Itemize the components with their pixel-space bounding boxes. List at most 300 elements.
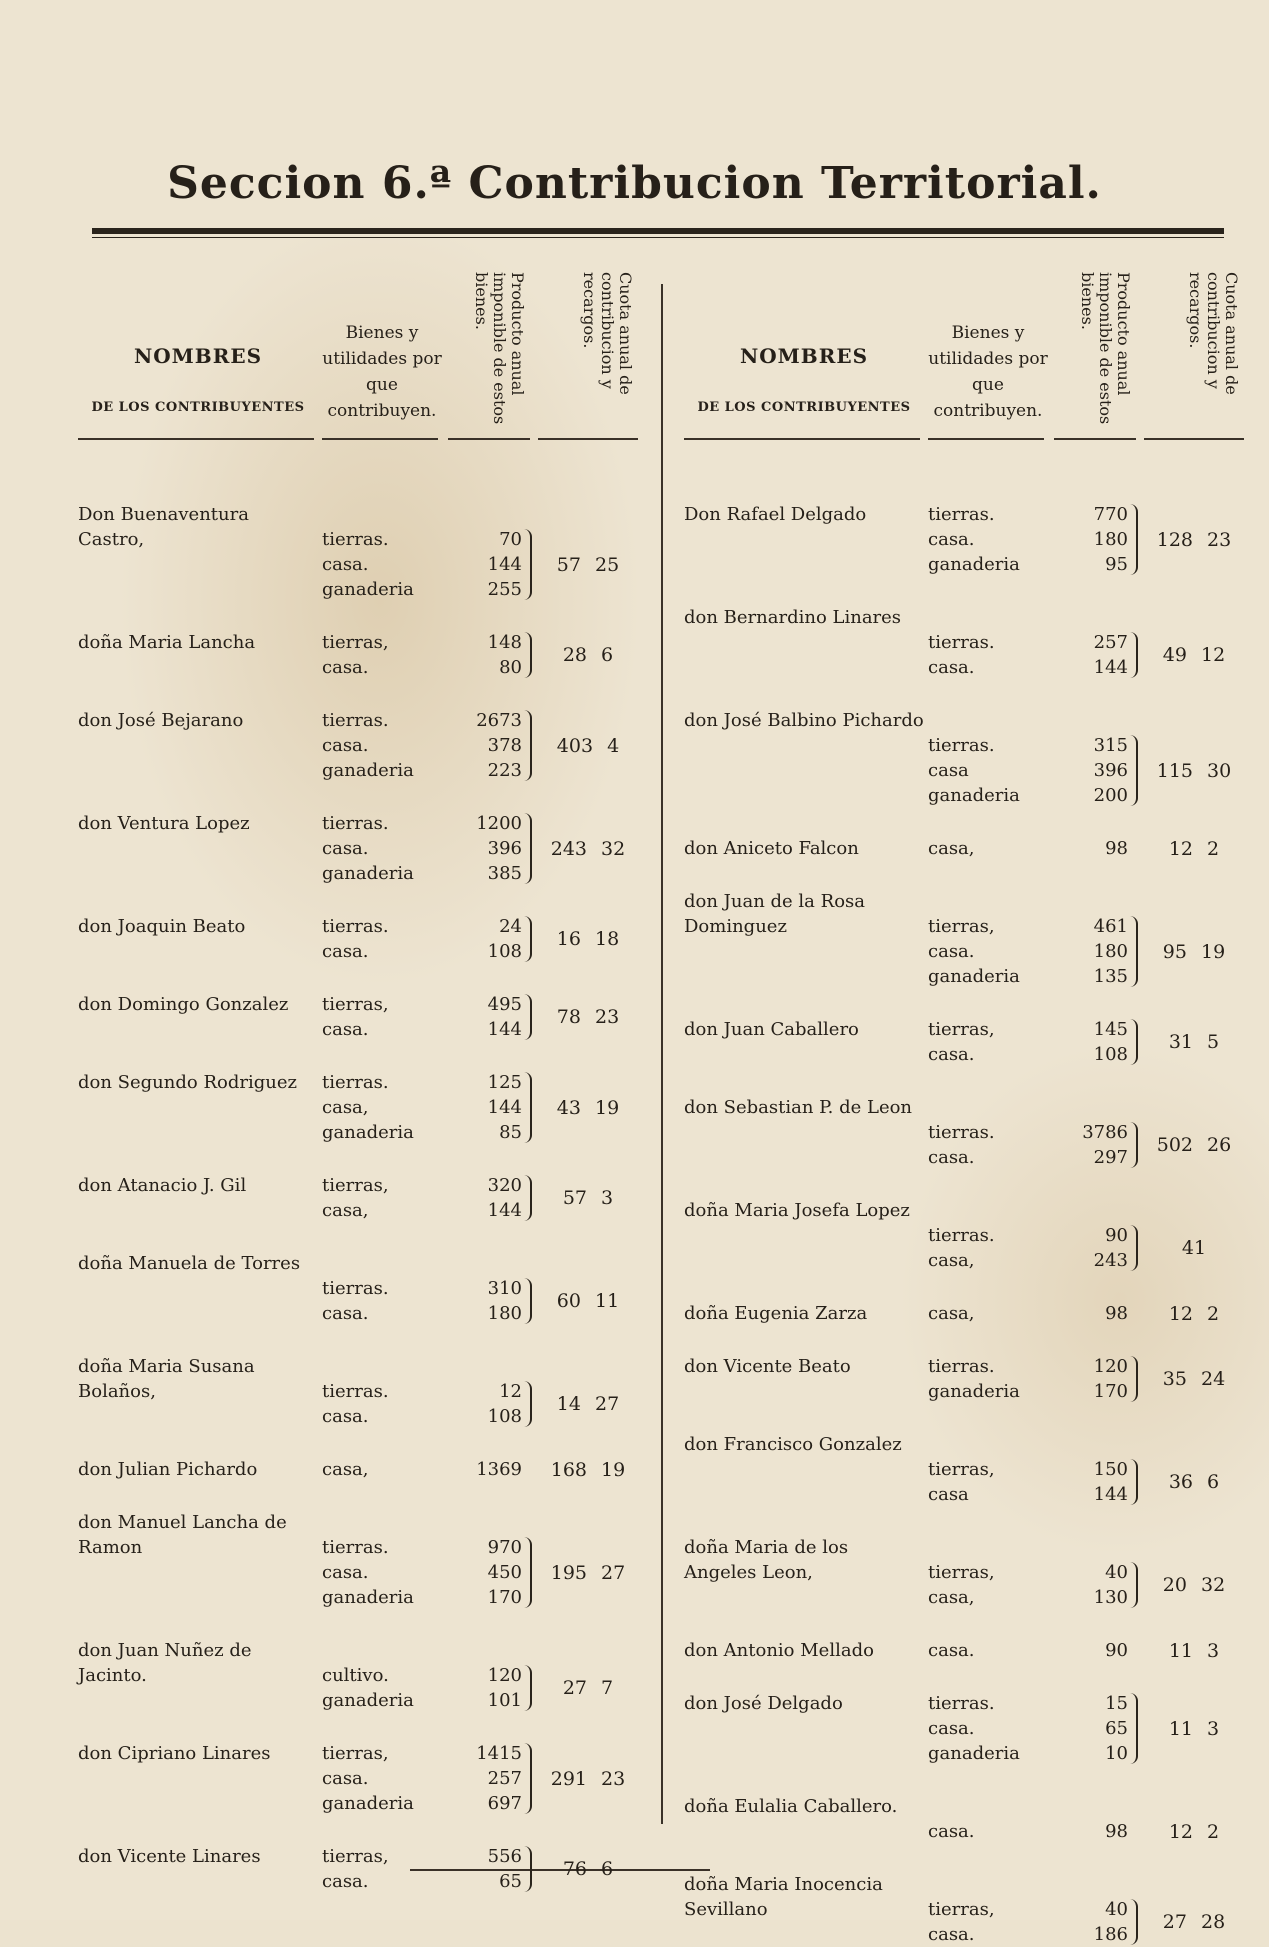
annual-product-values	[450, 992, 522, 1042]
property-list	[322, 708, 448, 783]
annual-product-values	[450, 1276, 522, 1326]
annual-product-values	[1056, 1354, 1128, 1404]
annual-quota: 41	[1181, 1237, 1207, 1259]
property-type: casa,	[322, 1459, 369, 1480]
property-list	[322, 630, 448, 680]
property-list	[928, 1638, 1054, 1663]
annual-product-value: 385	[487, 863, 522, 884]
property-list	[322, 1173, 448, 1223]
annual-product-values	[450, 1844, 522, 1894]
annual-product-values	[1056, 1819, 1128, 1844]
property-type: cultivo.	[322, 1665, 389, 1686]
annual-product-values	[450, 708, 522, 783]
annual-product-value: 120	[1093, 1356, 1128, 1377]
brace	[1130, 1459, 1138, 1505]
contributor-name: don Atanacio J. Gil	[78, 1175, 247, 1196]
property-type: tierras,	[928, 1019, 995, 1040]
property-type: ganaderia	[322, 1793, 414, 1814]
contributor-entry	[78, 811, 668, 886]
header-underline	[928, 438, 1044, 440]
contributor-name: don Vicente Beato	[684, 1356, 851, 1377]
contributor-name: don Joaquin Beato	[78, 916, 246, 937]
annual-product-value: 98	[1105, 1303, 1128, 1324]
brace	[524, 1278, 532, 1324]
property-type: tierras.	[928, 735, 995, 756]
brace	[1130, 1693, 1138, 1764]
brace	[1130, 1019, 1138, 1065]
annual-product-value: 257	[487, 1768, 522, 1789]
contributor-entry	[78, 1173, 668, 1223]
property-list	[928, 1354, 1054, 1404]
property-type: casa.	[322, 554, 369, 575]
annual-product-values	[1056, 1457, 1128, 1507]
annual-product-value: 396	[487, 838, 522, 859]
annual-product-value: 85	[499, 1122, 522, 1143]
annual-product-value: 95	[1105, 554, 1128, 575]
contributor-name: doña Maria Josefa Lopez	[684, 1200, 910, 1221]
annual-product-values	[1056, 630, 1128, 680]
property-list	[322, 1457, 448, 1482]
header-cuota: Cuota anual de contribucion y recargos.	[1186, 272, 1241, 395]
annual-product-value: 556	[487, 1846, 522, 1867]
contributor-entry	[78, 992, 668, 1042]
property-type: tierras.	[322, 1072, 389, 1093]
annual-product-value: 461	[1093, 916, 1128, 937]
annual-product-value: 315	[1093, 735, 1128, 756]
annual-product-value: 144	[487, 1200, 522, 1221]
header-underline	[684, 438, 920, 440]
header-bienes: Bienes y utilidades por que contribuyen.	[322, 323, 442, 421]
contributor-name: don Juan Nuñez de Jacinto.	[78, 1640, 252, 1686]
annual-product-value: 180	[487, 1303, 522, 1324]
contributor-entry	[684, 1354, 1269, 1404]
contributor-entry	[78, 1070, 668, 1145]
property-type: casa.	[928, 657, 975, 678]
contributor-name: don Domingo Gonzalez	[78, 994, 289, 1015]
annual-product-value: 24	[499, 916, 522, 937]
contributor-entry	[684, 1691, 1269, 1766]
contributor-entry	[684, 889, 1269, 989]
property-type: ganaderia	[322, 579, 414, 600]
annual-product-value: 1200	[476, 813, 522, 834]
property-type: ganaderia	[322, 760, 414, 781]
property-type: tierras.	[928, 632, 995, 653]
annual-product-value: 130	[1093, 1587, 1128, 1608]
contributor-name: don Juan de la Rosa Dominguez	[684, 891, 865, 937]
contributor-name: don Sebastian P. de Leon	[684, 1097, 913, 1118]
annual-product-values	[450, 1663, 522, 1713]
property-type: tierras.	[928, 1225, 995, 1246]
annual-product-values	[1056, 914, 1128, 989]
annual-product-value: 98	[1105, 838, 1128, 859]
contributor-name: don Julian Pichardo	[78, 1459, 258, 1480]
contributor-entry	[684, 1638, 1269, 1663]
contributor-entry	[78, 1741, 668, 1816]
left-column	[78, 262, 668, 1892]
contributor-entry	[78, 1354, 668, 1429]
annual-product-values	[1056, 502, 1128, 577]
contributor-entry	[684, 1095, 1269, 1170]
property-type: casa.	[928, 1147, 975, 1168]
contributor-entry	[684, 1794, 1269, 1844]
annual-product-values	[450, 1457, 522, 1482]
contributor-entry	[78, 630, 668, 680]
annual-product-value: 125	[487, 1072, 522, 1093]
contributor-entry	[78, 1844, 668, 1894]
right-header	[684, 262, 1269, 442]
annual-product-value: 243	[1093, 1250, 1128, 1271]
annual-product-values	[1056, 1897, 1128, 1947]
left-header	[78, 262, 668, 442]
property-type: tierras,	[322, 1846, 389, 1867]
property-type: ganaderia	[928, 966, 1020, 987]
contributor-name: Don Buenaventura Castro,	[78, 504, 249, 550]
contributor-name: don Cipriano Linares	[78, 1743, 271, 1764]
property-type: ganaderia	[928, 1381, 1020, 1402]
contributor-entry	[684, 708, 1269, 808]
header-producto: Producto anual imponible de estos bienes.	[1078, 272, 1133, 425]
property-type: casa	[928, 760, 969, 781]
annual-quota: 243 32	[550, 837, 626, 860]
annual-quota: 168 19	[550, 1458, 626, 1481]
property-type: casa,	[928, 1587, 975, 1608]
right-column	[684, 262, 1269, 1945]
annual-quota: 12 2	[1168, 1302, 1220, 1325]
brace	[524, 1072, 532, 1143]
property-type: casa.	[322, 657, 369, 678]
contributor-name: don Bernardino Linares	[684, 607, 902, 628]
annual-quota: 57 25	[556, 553, 620, 576]
property-list	[322, 1663, 448, 1713]
property-type: ganaderia	[322, 1587, 414, 1608]
brace	[524, 710, 532, 781]
annual-quota: 27 7	[562, 1677, 614, 1699]
property-list	[322, 914, 448, 964]
annual-product-value: 170	[1093, 1381, 1128, 1402]
property-list	[928, 733, 1054, 808]
brace	[524, 529, 532, 600]
property-type: casa.	[322, 838, 369, 859]
annual-product-value: 297	[1093, 1147, 1128, 1168]
annual-product-value: 144	[1093, 657, 1128, 678]
brace	[1130, 735, 1138, 806]
contributor-entry	[78, 1638, 668, 1713]
annual-product-value: 144	[487, 1019, 522, 1040]
contributor-name: don José Delgado	[684, 1693, 843, 1714]
annual-product-value: 180	[1093, 529, 1128, 550]
contributor-entry	[684, 1301, 1269, 1326]
annual-product-values	[1056, 733, 1128, 808]
annual-product-value: 90	[1105, 1225, 1128, 1246]
property-type: tierras.	[928, 1356, 995, 1377]
property-type: tierras.	[928, 1693, 995, 1714]
annual-product-value: 495	[487, 994, 522, 1015]
property-type: tierras.	[928, 1122, 995, 1143]
annual-product-value: 40	[1105, 1562, 1128, 1583]
property-type: ganaderia	[928, 785, 1020, 806]
contributor-name: don Aniceto Falcon	[684, 838, 859, 859]
annual-product-value: 697	[487, 1793, 522, 1814]
contributor-entry	[78, 1457, 668, 1482]
property-type: ganaderia	[322, 863, 414, 884]
title-rule-thick	[92, 228, 1224, 234]
brace	[1130, 1899, 1138, 1945]
brace	[1130, 1562, 1138, 1608]
annual-product-value: 144	[1093, 1484, 1128, 1505]
contributor-entry	[684, 605, 1269, 680]
annual-product-value: 770	[1093, 504, 1128, 525]
annual-product-value: 65	[1105, 1718, 1128, 1739]
annual-product-value: 223	[487, 760, 522, 781]
header-nombres: NOMBRES	[133, 344, 263, 368]
annual-product-value: 144	[487, 554, 522, 575]
contributor-name: don Ventura Lopez	[78, 813, 250, 834]
page-title: Seccion 6.ª Contribucion Territorial.	[167, 158, 1102, 209]
annual-quota: 14 27	[556, 1393, 620, 1415]
property-type: casa.	[928, 1640, 975, 1661]
property-type: tierras,	[322, 632, 389, 653]
contributor-entry	[684, 836, 1269, 861]
annual-product-value: 150	[1093, 1459, 1128, 1480]
property-list	[928, 1301, 1054, 1326]
annual-product-value: 65	[499, 1871, 522, 1892]
annual-product-value: 15	[1105, 1693, 1128, 1714]
annual-quota: 12 2	[1168, 1820, 1220, 1843]
contributor-name: doña Maria Lancha	[78, 632, 256, 653]
annual-product-value: 378	[487, 735, 522, 756]
annual-product-value: 1369	[476, 1459, 522, 1480]
annual-product-value: 2673	[476, 710, 522, 731]
annual-product-value: 108	[487, 941, 522, 962]
property-type: casa,	[322, 1097, 369, 1118]
brace	[524, 1175, 532, 1221]
contributor-entry	[78, 914, 668, 964]
header-nombres: NOMBRES	[739, 344, 869, 368]
annual-product-value: 101	[487, 1690, 522, 1711]
property-type: tierras.	[322, 529, 389, 550]
contributor-entry	[78, 1251, 668, 1326]
property-type: tierras.	[322, 813, 389, 834]
annual-quota: 43 19	[556, 1096, 620, 1119]
annual-product-value: 135	[1093, 966, 1128, 987]
annual-quota: 195 27	[550, 1561, 626, 1584]
contributor-name: doña Maria de los Angeles Leon,	[684, 1537, 849, 1583]
brace	[524, 1537, 532, 1608]
annual-product-values	[450, 914, 522, 964]
annual-quota: 27 28	[1162, 1911, 1226, 1933]
annual-product-value: 1415	[476, 1743, 522, 1764]
property-list	[928, 1120, 1054, 1170]
header-underline	[1054, 438, 1136, 440]
property-type: casa.	[322, 1768, 369, 1789]
annual-product-value: 108	[487, 1406, 522, 1427]
annual-product-value: 310	[487, 1278, 522, 1299]
header-bienes: Bienes y utilidades por que contribuyen.	[928, 323, 1048, 421]
property-list	[928, 1819, 1054, 1844]
annual-quota: 95 19	[1162, 940, 1226, 963]
contributor-entry	[78, 502, 668, 602]
annual-product-value: 450	[487, 1562, 522, 1583]
annual-product-values	[1056, 1638, 1128, 1663]
contributor-name: don Juan Caballero	[684, 1019, 859, 1040]
annual-product-values	[450, 1741, 522, 1816]
property-type: tierras.	[322, 1278, 389, 1299]
property-type: casa.	[928, 1044, 975, 1065]
contributor-entry	[684, 1017, 1269, 1067]
annual-product-values	[1056, 1301, 1128, 1326]
property-list	[322, 811, 448, 886]
property-list	[928, 1017, 1054, 1067]
annual-product-value: 145	[1093, 1019, 1128, 1040]
header-producto: Producto anual imponible de estos bienes.	[472, 272, 527, 425]
contributor-name: doña Eulalia Caballero.	[684, 1796, 898, 1817]
annual-product-values	[450, 1173, 522, 1223]
annual-product-value: 108	[1093, 1044, 1128, 1065]
annual-product-values	[450, 527, 522, 602]
annual-product-values	[450, 811, 522, 886]
property-type: casa.	[928, 941, 975, 962]
annual-quota: 31 5	[1168, 1031, 1220, 1053]
title-rule-thin	[92, 237, 1224, 238]
annual-product-value: 90	[1105, 1640, 1128, 1661]
property-type: tierras.	[322, 710, 389, 731]
annual-product-value: 80	[499, 657, 522, 678]
annual-quota: 36 6	[1168, 1471, 1220, 1493]
contributor-entry	[684, 1432, 1269, 1507]
property-type: casa.	[322, 1871, 369, 1892]
annual-quota: 76 6	[562, 1858, 614, 1880]
property-type: casa.	[928, 1924, 975, 1945]
annual-product-value: 70	[499, 529, 522, 550]
property-type: tierras.	[928, 504, 995, 525]
annual-product-values	[1056, 1691, 1128, 1766]
brace	[524, 1743, 532, 1814]
property-type: ganaderia	[322, 1122, 414, 1143]
contributor-entry	[684, 1198, 1269, 1273]
property-type: casa.	[322, 735, 369, 756]
property-list	[322, 1535, 448, 1610]
contributor-entry	[684, 502, 1269, 577]
brace	[1130, 1225, 1138, 1271]
annual-product-values	[450, 630, 522, 680]
brace	[524, 632, 532, 678]
annual-product-values	[1056, 836, 1128, 861]
property-list	[322, 1070, 448, 1145]
annual-product-value: 180	[1093, 941, 1128, 962]
annual-product-value: 970	[487, 1537, 522, 1558]
annual-quota: 11 3	[1168, 1717, 1220, 1740]
header-cuota: Cuota anual de contribucion y recargos.	[580, 272, 635, 395]
contributor-name: don Manuel Lancha de Ramon	[78, 1512, 287, 1558]
brace	[1130, 916, 1138, 987]
annual-product-values	[450, 1379, 522, 1429]
property-list	[928, 630, 1054, 680]
annual-product-values	[450, 1070, 522, 1145]
annual-quota: 12 2	[1168, 837, 1220, 860]
property-type: ganaderia	[928, 1743, 1020, 1764]
annual-quota: 16 18	[556, 928, 620, 950]
brace	[524, 1381, 532, 1427]
property-type: casa	[928, 1484, 969, 1505]
property-list	[928, 1560, 1054, 1610]
property-type: tierras,	[322, 1175, 389, 1196]
property-list	[928, 836, 1054, 861]
contributor-name: don Antonio Mellado	[684, 1640, 874, 1661]
annual-product-values	[1056, 1017, 1128, 1067]
brace	[1130, 1122, 1138, 1168]
property-type: casa.	[322, 1303, 369, 1324]
contributor-name: don Vicente Linares	[78, 1846, 261, 1867]
property-list	[928, 1691, 1054, 1766]
contributor-entry	[78, 1510, 668, 1610]
annual-quota: 78 23	[556, 1006, 620, 1028]
annual-product-value: 186	[1093, 1924, 1128, 1945]
header-nombres-sub: DE LOS CONTRIBUYENTES	[697, 400, 911, 415]
contributor-name: doña Manuela de Torres	[78, 1253, 301, 1274]
annual-quota: 115 30	[1156, 759, 1232, 782]
property-type: tierras,	[322, 994, 389, 1015]
header-underline	[538, 438, 638, 440]
annual-product-values	[450, 1535, 522, 1610]
property-type: casa.	[928, 1718, 975, 1739]
property-type: ganaderia	[928, 554, 1020, 575]
contributor-name: don José Bejarano	[78, 710, 244, 731]
annual-quota: 502 26	[1156, 1134, 1232, 1156]
brace	[524, 916, 532, 962]
property-list	[928, 1223, 1054, 1273]
annual-quota: 28 6	[562, 644, 614, 666]
property-type: tierras,	[928, 1562, 995, 1583]
annual-product-value: 148	[487, 632, 522, 653]
contributor-entry	[78, 708, 668, 783]
header-underline	[448, 438, 530, 440]
brace	[1130, 504, 1138, 575]
property-list	[928, 1897, 1054, 1947]
property-list	[928, 502, 1054, 577]
property-type: casa,	[322, 1200, 369, 1221]
property-type: casa.	[928, 1821, 975, 1842]
annual-product-value: 98	[1105, 1821, 1128, 1842]
property-type: tierras,	[928, 1459, 995, 1480]
contributor-name: doña Maria Susana Bolaños,	[78, 1356, 255, 1402]
annual-product-value: 396	[1093, 760, 1128, 781]
property-type: casa,	[928, 1250, 975, 1271]
contributor-name: Don Rafael Delgado	[684, 504, 867, 525]
property-type: casa.	[928, 529, 975, 550]
brace	[524, 1665, 532, 1711]
brace	[1130, 632, 1138, 678]
brace	[524, 813, 532, 884]
annual-quota: 60 11	[556, 1290, 620, 1312]
property-type: tierras,	[322, 1743, 389, 1764]
property-type: tierras,	[928, 916, 995, 937]
annual-product-value: 255	[487, 579, 522, 600]
property-type: ganaderia	[322, 1690, 414, 1711]
annual-quota: 11 3	[1168, 1639, 1220, 1662]
brace	[524, 994, 532, 1040]
contributor-name: don Francisco Gonzalez	[684, 1434, 902, 1455]
annual-quota: 291 23	[550, 1767, 626, 1790]
annual-quota: 57 3	[562, 1187, 614, 1209]
property-list	[322, 527, 448, 602]
annual-product-value: 144	[487, 1097, 522, 1118]
annual-quota: 20 32	[1162, 1574, 1226, 1596]
annual-product-value: 120	[487, 1665, 522, 1686]
brace	[524, 1846, 532, 1892]
annual-product-value: 170	[487, 1587, 522, 1608]
property-type: casa.	[322, 1019, 369, 1040]
property-list	[928, 1457, 1054, 1507]
